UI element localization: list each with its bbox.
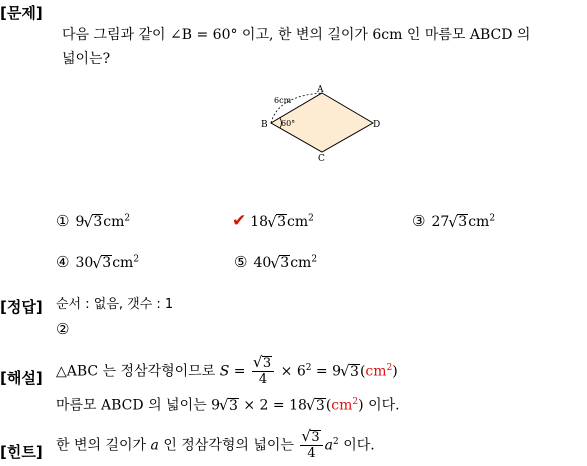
angle-label: 60° xyxy=(281,119,296,128)
choice-5-radicand: 3 xyxy=(280,255,290,271)
fraction-denominator: 4 xyxy=(258,372,268,387)
choice-1-unit: cm xyxy=(103,214,125,230)
choice-3[interactable] xyxy=(412,212,495,230)
sqrt-symbol xyxy=(449,214,468,230)
sqrt-symbol xyxy=(93,255,112,271)
answer-label: [정답] xyxy=(0,298,43,316)
explanation-text-mid: × 2 = 18 xyxy=(243,397,307,414)
choice-1[interactable] xyxy=(56,212,130,230)
sqrt-symbol xyxy=(84,214,103,230)
choice-3-coef: 27 xyxy=(431,214,450,230)
choice-2[interactable] xyxy=(232,211,314,231)
choice-2-coef: 18 xyxy=(250,214,269,230)
explanation-text: 마름모 ABCD 의 넓이는 9 xyxy=(56,397,220,414)
exponent: 2 xyxy=(333,436,339,447)
answer-choice: ② xyxy=(56,320,70,338)
radicand: 3 xyxy=(228,397,238,414)
unit-exponent: 2 xyxy=(352,397,359,407)
sqrt-symbol xyxy=(341,363,360,381)
open-paren: ( xyxy=(359,363,366,380)
choice-4-exp: 2 xyxy=(133,254,140,265)
sqrt-symbol xyxy=(307,397,326,415)
choice-3-radicand: 3 xyxy=(458,214,468,230)
times-six: × 6 xyxy=(280,363,306,380)
fraction xyxy=(252,356,274,387)
problem-text-line2: 넓이는? xyxy=(62,51,111,67)
equals-nine: = 9 xyxy=(311,363,342,380)
explanation-line2 xyxy=(56,393,400,415)
radicand: 3 xyxy=(262,356,272,371)
choice-3-unit: cm xyxy=(468,214,490,230)
rhombus-diagram xyxy=(258,84,382,166)
vertex-b-label: B xyxy=(261,120,268,130)
sqrt-symbol xyxy=(254,356,272,371)
explanation-line1 xyxy=(56,356,398,387)
check-mark-icon: ✔ xyxy=(232,211,247,231)
radicand: 3 xyxy=(311,430,320,445)
hint-text-mid: 인 정삼각형의 넓이는 xyxy=(163,437,294,454)
sqrt-symbol xyxy=(268,214,287,230)
variable-a-squared: a xyxy=(324,437,334,454)
choice-5-unit: cm xyxy=(290,255,312,271)
answer-order-count: 순서 : 없음, 갯수 : 1 xyxy=(56,297,174,312)
problem-text-line1: 다음 그림과 같이 ∠B = 60° 이고, 한 변의 길이가 6cm 인 마름모 ABCD 의 xyxy=(62,27,531,43)
close-paren: ) xyxy=(392,363,398,380)
fraction-numerator xyxy=(300,430,322,446)
variable-a: a xyxy=(150,437,159,454)
choice-3-mark: ③ xyxy=(412,212,426,230)
sqrt-symbol xyxy=(220,397,239,415)
choice-5[interactable] xyxy=(234,253,317,271)
choice-1-radicand: 3 xyxy=(93,214,103,230)
choice-2-unit: cm xyxy=(287,214,309,230)
side-length-label: 6cm xyxy=(274,96,292,105)
choice-1-coef: 9 xyxy=(75,214,85,230)
open-paren: ( xyxy=(325,397,332,414)
choice-4-unit: cm xyxy=(112,255,134,271)
choice-5-exp: 2 xyxy=(311,254,318,265)
explanation-label: [해설] xyxy=(0,369,43,387)
fraction-numerator xyxy=(252,356,274,372)
choice-5-mark: ⑤ xyxy=(234,253,248,271)
exponent: 2 xyxy=(305,362,312,373)
choice-4[interactable] xyxy=(56,253,139,271)
fraction xyxy=(300,430,322,461)
vertex-c-label: C xyxy=(318,154,325,164)
unit-exponent: 2 xyxy=(386,362,393,373)
fraction-denominator: 4 xyxy=(307,446,316,461)
hint-label: [힌트] xyxy=(0,443,43,461)
variable-s: S xyxy=(219,363,230,380)
radicand: 3 xyxy=(315,397,325,414)
unit-cm: cm xyxy=(365,363,387,380)
choice-2-exp: 2 xyxy=(308,213,314,224)
hint-text-end: 이다. xyxy=(343,437,375,454)
hint-line xyxy=(56,430,375,461)
close-paren-ending: ) 이다. xyxy=(358,397,400,414)
equals-sign: = xyxy=(233,363,246,380)
choice-1-mark: ① xyxy=(56,212,70,230)
choice-3-exp: 2 xyxy=(489,213,496,224)
choice-4-radicand: 3 xyxy=(102,255,112,271)
choice-2-radicand: 3 xyxy=(277,214,286,230)
choice-4-coef: 30 xyxy=(75,255,94,271)
choice-4-mark: ④ xyxy=(56,253,70,271)
radicand: 3 xyxy=(350,363,359,380)
sqrt-symbol xyxy=(271,255,290,271)
sqrt-symbol xyxy=(302,430,320,445)
hint-text: 한 변의 길이가 xyxy=(56,437,147,454)
choice-1-exp: 2 xyxy=(124,213,131,224)
vertex-a-label: A xyxy=(317,85,324,95)
choice-5-coef: 40 xyxy=(253,255,272,271)
unit-cm: cm xyxy=(331,397,353,414)
vertex-d-label: D xyxy=(373,120,381,130)
explanation-text: △ABC 는 정삼각형이므로 xyxy=(56,363,216,380)
problem-label: [문제] xyxy=(0,4,43,22)
